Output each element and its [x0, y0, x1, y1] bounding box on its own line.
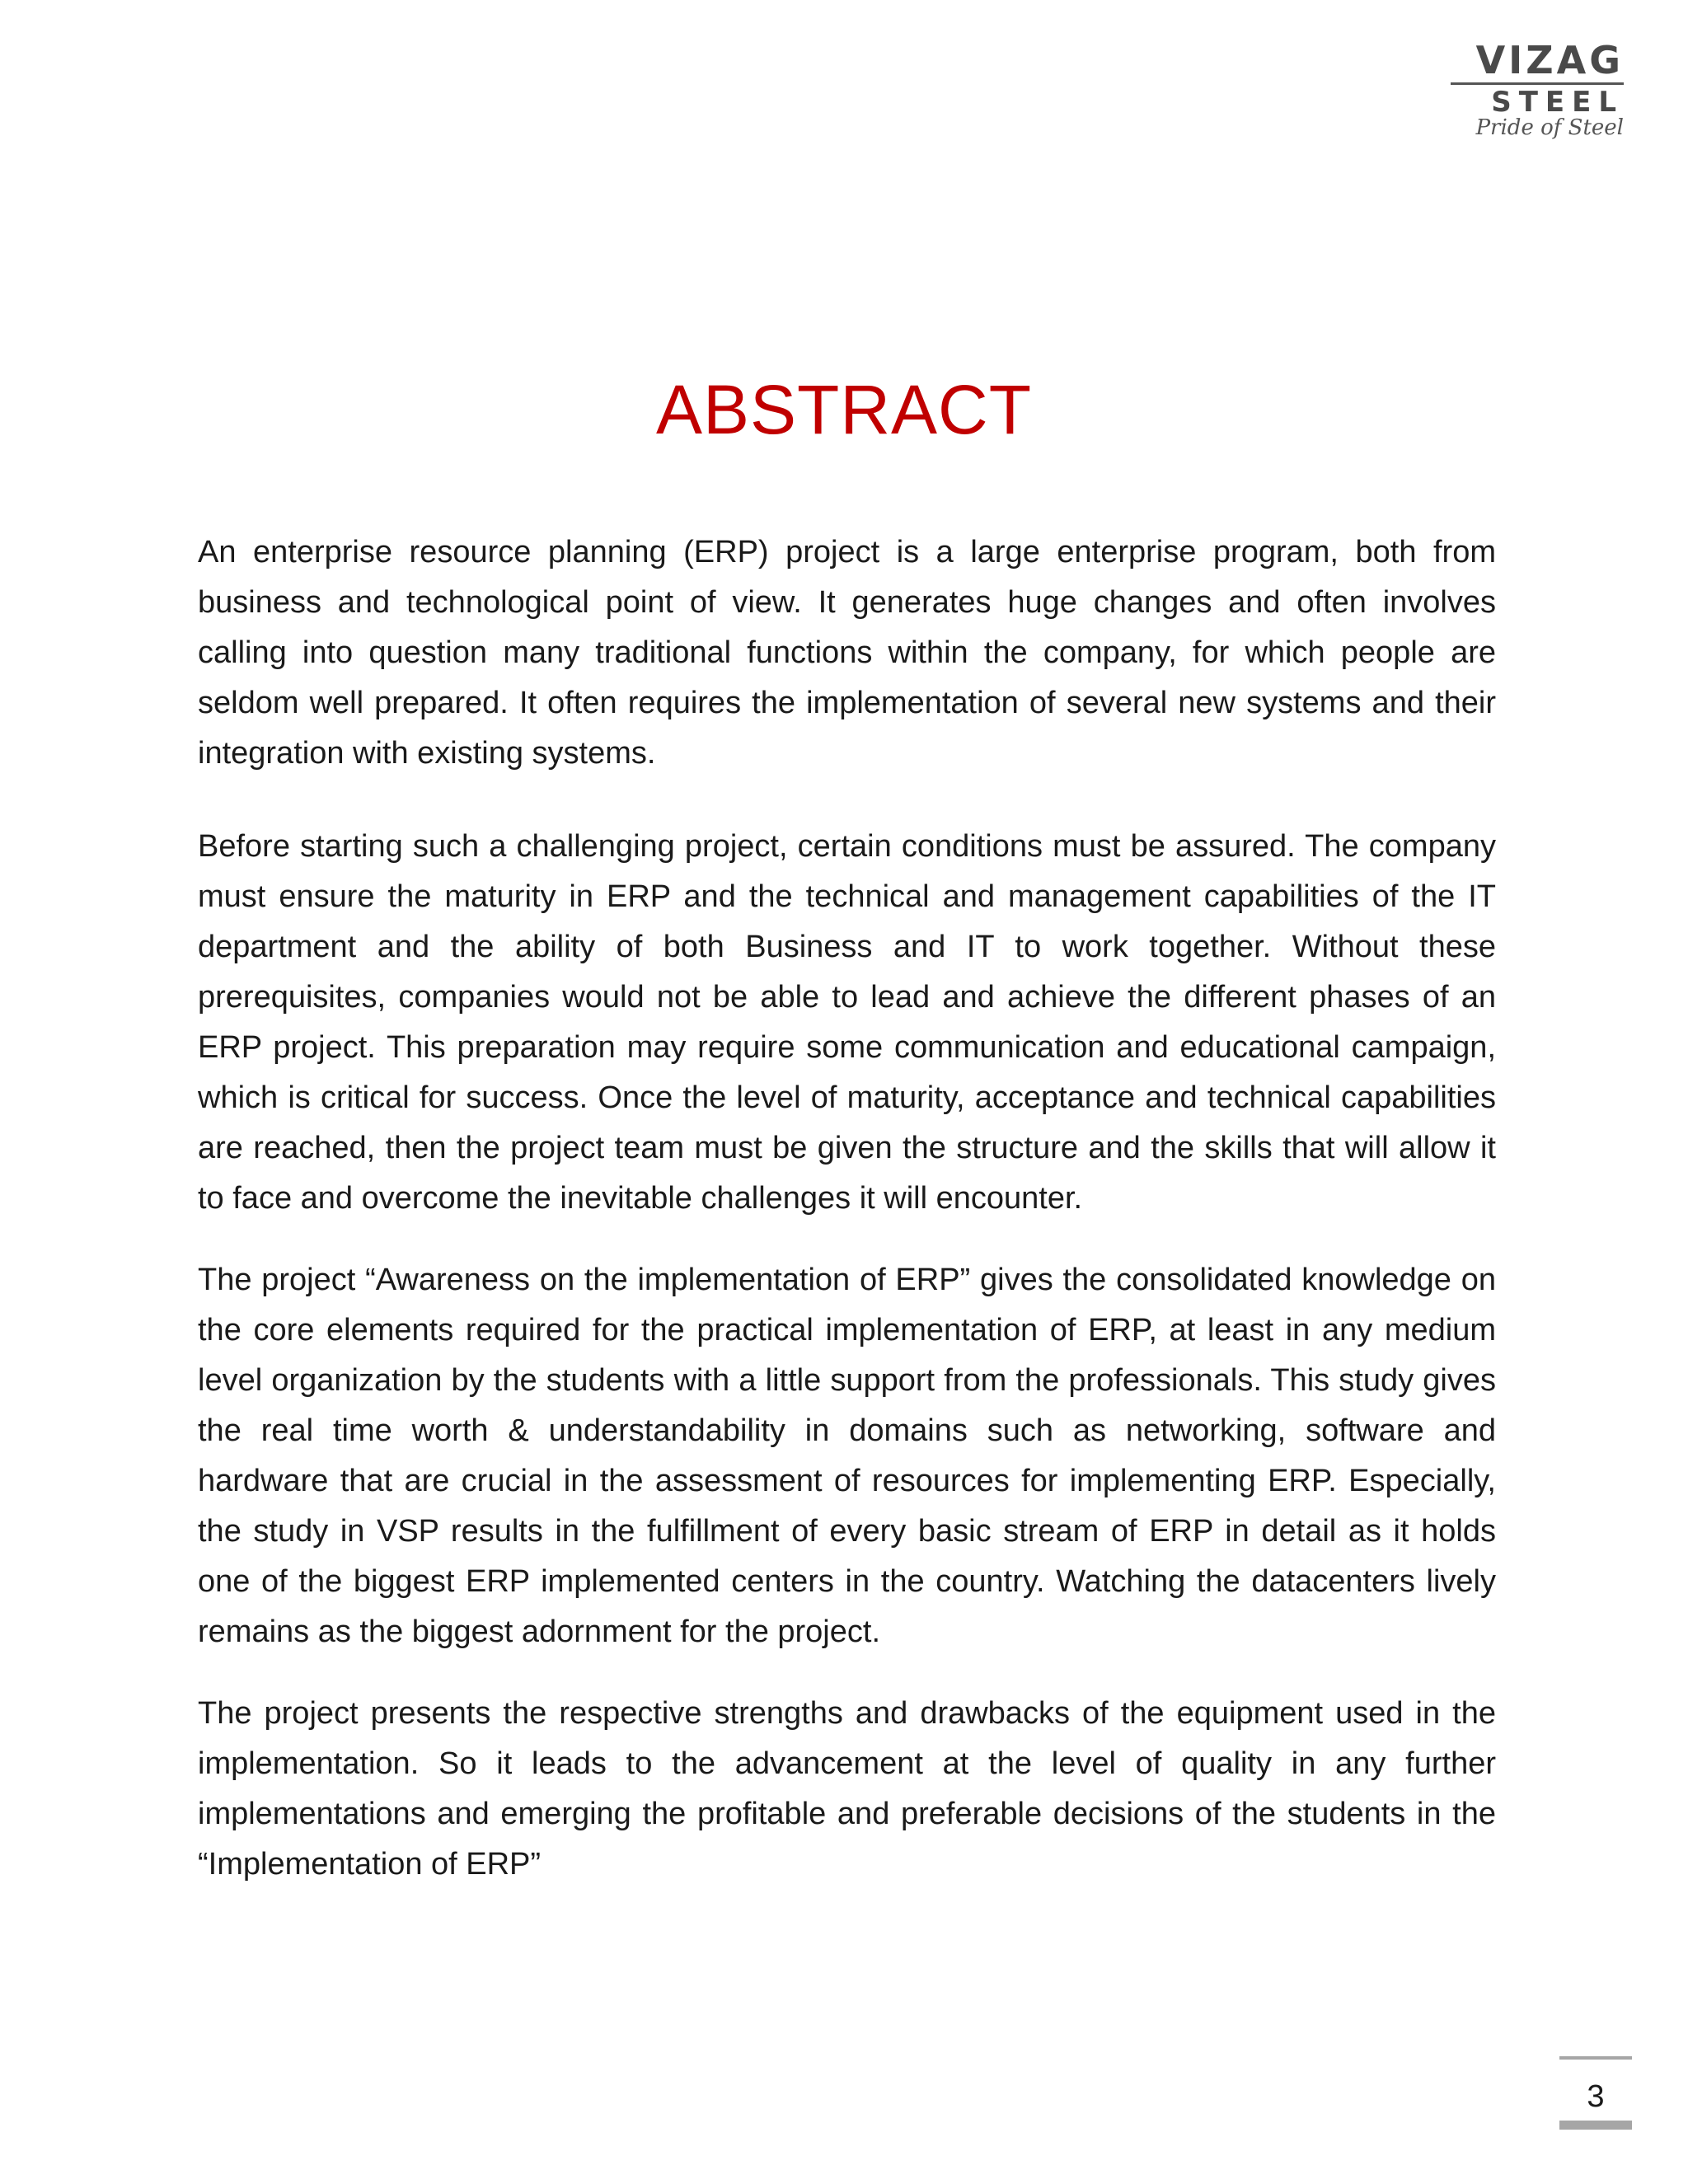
abstract-body [198, 527, 1496, 1890]
logo-divider [1451, 82, 1624, 85]
page-footer [1559, 2056, 1632, 2122]
paragraph-1: An enterprise resource planning (ERP) project is a large enterprise program, both from business and technological point of view. It generates huge changes and often involves calling into question many traditional functions within the company, for which people are seldom well prepared. It often requires the implementation of several new systems and their integration with existing systems. [198, 535, 1496, 771]
vizag-steel-logo [1451, 38, 1624, 140]
paragraph-2: Before starting such a challenging project, certain conditions must be assured. The company must ensure the maturity in ERP and the technical and management capabilities of the IT department and the ability of both Business and IT to work together. Without these prerequisites, companies would not be able to lead and achieve the different phases of an ERP project. This preparation may require some communication and educational campaign, which is critical for success. Once the level of maturity, acceptance and technical capabilities are reached, then the project team must be given the structure and the skills that will allow it to face and overcome the inevitable challenges it will encounter. [198, 829, 1496, 1216]
page-number: 3 [1587, 2079, 1605, 2114]
page-title: ABSTRACT [655, 371, 1033, 448]
logo-tagline: Pride of Steel [1475, 115, 1624, 140]
paragraph-4: The project presents the respective strengths and drawbacks of the equipment used in the implementation. So it leads to the advancement at the level of quality in any further implementations and emerging the profitable and preferable decisions of the students in the “Implementation of ERP” [198, 1696, 1496, 1882]
footer-top-rule [1559, 2056, 1632, 2060]
footer-bottom-rule [1559, 2121, 1632, 2130]
logo-brand-line2: STEEL [1491, 86, 1624, 119]
logo-brand-line1: VIZAG [1475, 38, 1624, 82]
paragraph-3: The project “Awareness on the implementation of ERP” gives the consolidated knowledge on the core elements required for the practical implementation of ERP, at least in any medium level organization by the students with a little support from the professionals. This study gives the real time worth & understandability in domains such as networking, software and hardware that are crucial in the assessment of resources for implementing ERP. Especially, the study in VSP results in the fulfillment of every basic stream of ERP in detail as it holds one of the biggest ERP implemented centers in the country. Watching the datacenters lively remains as the biggest adornment for the project. [198, 1263, 1496, 1649]
